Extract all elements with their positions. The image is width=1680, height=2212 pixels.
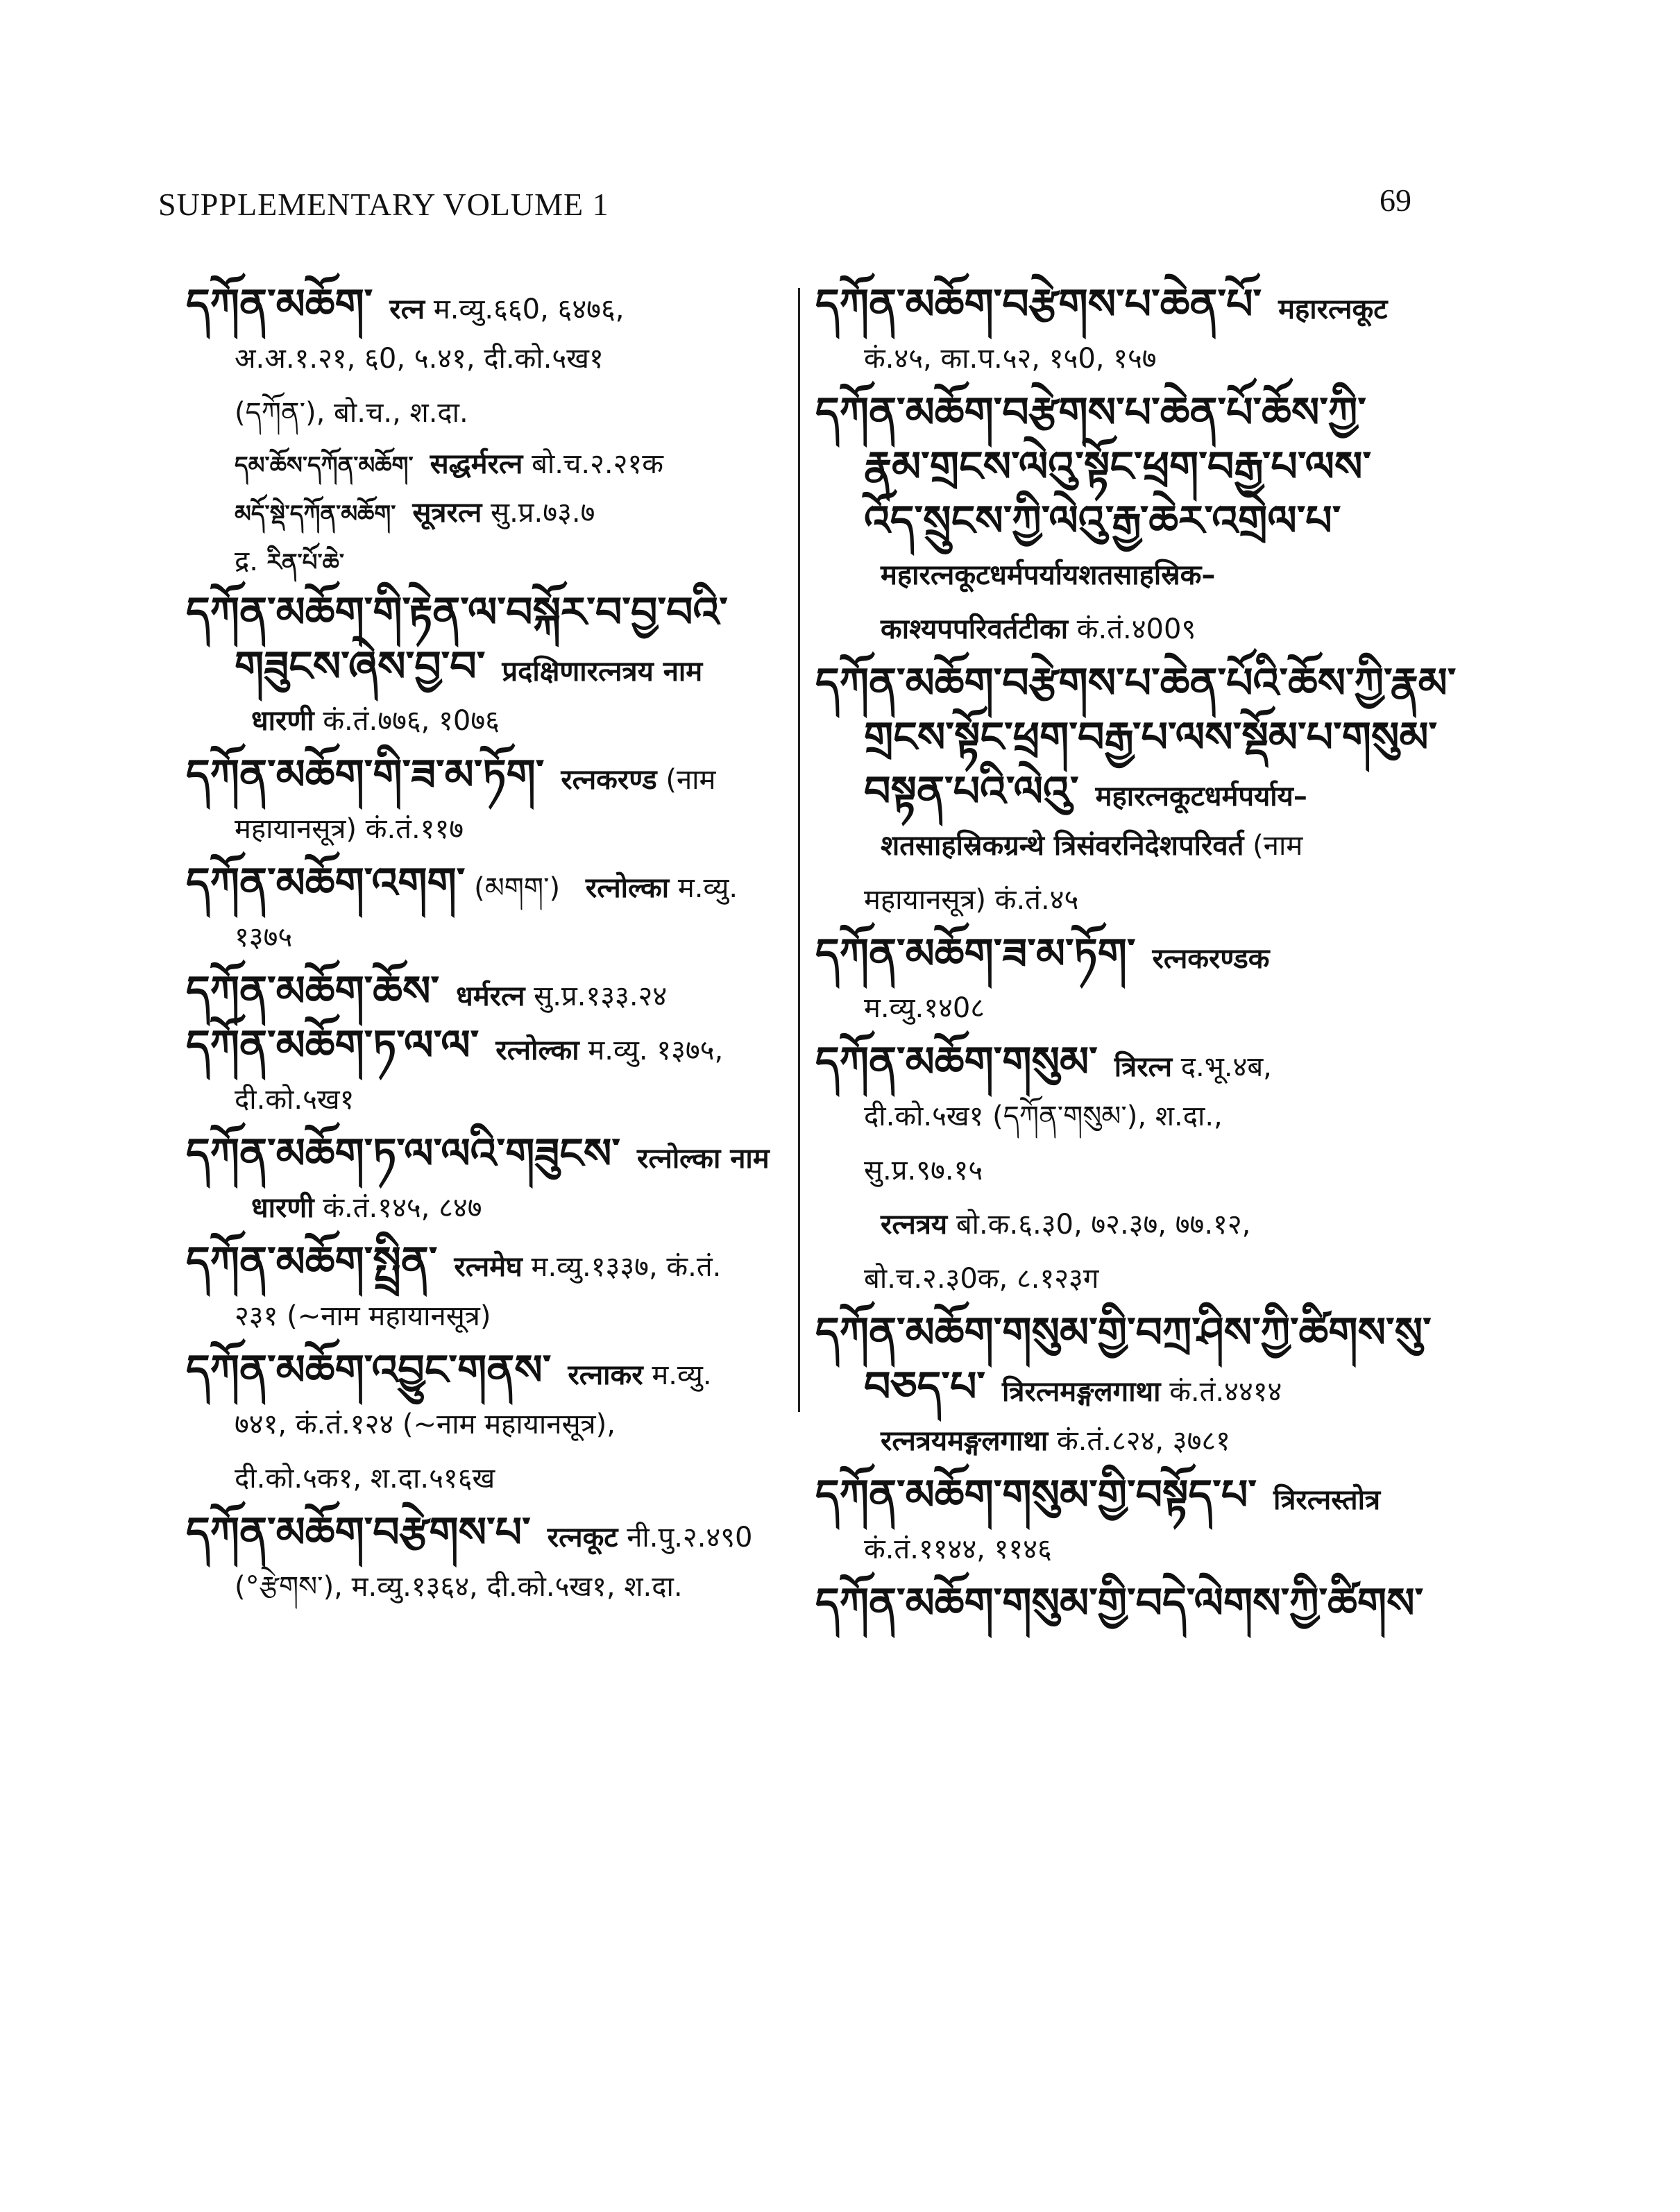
reference-text: कं.तं.८२४, ३७८१ (1048, 1425, 1230, 1457)
entry-headword-line (815, 1035, 1412, 1089)
sanskrit-equivalent: रत्नमेघ (454, 1251, 523, 1283)
tibetan-term: དཀོན་མཆོག་ (186, 280, 373, 329)
entry-headword-line (815, 386, 1412, 440)
entry-headword-line (815, 656, 1457, 711)
tibetan-subterm: རིན་པོ་ཆེ་ (266, 549, 344, 577)
reference-text: द्र. (235, 545, 267, 577)
sanskrit-equivalent: त्रिरत्नस्तोत्र (1273, 1484, 1381, 1516)
sanskrit-equivalent: शतसाहस्रिकग्रन्थे त्रिसंवरनिदेशपरिवर्त (881, 830, 1244, 862)
reference-text: द.भू.४ब, (1172, 1051, 1272, 1083)
entry-continuation-line (186, 694, 790, 748)
sanskrit-equivalent: महारत्नकूटधर्मपर्यायशतसाहस्रिक– (881, 559, 1216, 591)
tibetan-term: དཀོན་མཆོག་གསུམ་གྱི་བསྟོད་པ་ (815, 1471, 1257, 1520)
reference-text: (नाम (1244, 830, 1303, 862)
tibetan-term: རྣམ་གྲངས་ལེའུ་སྟོང་ཕྲག་བརྒྱ་པ་ལས་ (864, 443, 1372, 491)
sanskrit-equivalent: प्रदक्षिणारत्नत्रय नाम (502, 656, 703, 688)
tibetan-term: དཀོན་མཆོག་བརྩེགས་པ་ཆེན་པོ་ (815, 280, 1262, 329)
right-column (815, 278, 1457, 1631)
tibetan-term: དཀོན་མཆོག་ཏ་ལ་ལའི་གཟུངས་ (186, 1130, 620, 1178)
entry-headword-line (186, 1019, 790, 1073)
tibetan-subterm: དམ་ཆོས་དཀོན་མཆོག་ (235, 452, 414, 479)
entry-continuation-line (186, 537, 790, 586)
entry-continuation-line (815, 981, 1412, 1035)
entry-continuation-line (186, 440, 790, 488)
sanskrit-equivalent: धारणी (251, 1192, 314, 1224)
reference-text: (མགག་) (465, 872, 569, 904)
tibetan-term: དཀོན་མཆོག་འབྱུང་གནས་ (186, 1346, 552, 1395)
entry-headword-line (815, 1468, 1412, 1522)
entry-continuation-line (815, 765, 1412, 819)
reference-text: कं.४५, का.प.५२, १५0, १५७ (864, 343, 1157, 375)
reference-text: सु.प्र.१३३.२४ (525, 980, 668, 1012)
sanskrit-equivalent: रत्नकरण्डक (1152, 943, 1270, 975)
reference-text: (°རྩེགས་), म.व्यु.१३६४, दी.को.५ख१, श.दा. (235, 1571, 683, 1603)
reference-text: बो.च.२.२१क (523, 448, 663, 480)
tibetan-term: དཀོན་མཆོག་གསུམ་གྱི་བདེ་ལེགས་ཀྱི་ཚིགས་ (815, 1579, 1424, 1628)
reference-text: दी.को.५ख१ (དཀོན་གསུམ་), श.दा., (864, 1100, 1223, 1132)
column-divider (798, 288, 800, 1412)
tibetan-term: དཀོན་མཆོག་སྤྲིན་ (186, 1238, 438, 1286)
entry-headword-line (186, 1235, 790, 1289)
reference-text: सु.प्र.७३.७ (482, 497, 595, 529)
entry-continuation-line (815, 548, 1412, 602)
left-column (186, 278, 790, 1614)
entry-headword-line (186, 1127, 790, 1181)
entry-continuation-line (186, 1073, 790, 1127)
tibetan-term: དཀོན་མཆོག་གི་ཟ་མ་ཏོག་ (186, 751, 545, 799)
reference-text: म.व्यु. (643, 1359, 712, 1391)
sanskrit-equivalent: महारत्नकूटधर्मपर्याय– (1095, 781, 1307, 813)
reference-text: कं.तं.४४१४ (1160, 1376, 1282, 1408)
tibetan-term: དཀོན་མཆོག་འགག་ (186, 859, 466, 908)
reference-text: दी.को.५ख१ (235, 1084, 355, 1116)
tibetan-term: དཀོན་མཆོག་ཆོས་ (186, 967, 440, 1016)
entry-continuation-line (186, 332, 790, 386)
entry-continuation-line (186, 910, 790, 964)
tibetan-term: གྲངས་སྟོང་ཕྲག་བརྒྱ་པ་ལས་སྡོམ་པ་གསུམ་ (864, 713, 1438, 762)
entry-headword-line (186, 748, 790, 802)
tibetan-term: དཀོན་མཆོག་བརྩེགས་པ་ཆེན་པོའི་ཆོས་ཀྱི་རྣམ་ (815, 659, 1457, 708)
reference-text: कं.तं.४00९ (1068, 613, 1196, 645)
entry-continuation-line (815, 1252, 1412, 1306)
sanskrit-equivalent: रत्नोल्का (585, 872, 670, 904)
entry-continuation-line (815, 1360, 1412, 1414)
sanskrit-equivalent: धारणी (251, 705, 314, 737)
sanskrit-equivalent: सद्धर्मरत्न (430, 448, 523, 480)
entry-continuation-line (186, 1560, 790, 1614)
tibetan-term: དཀོན་མཆོག་གི་རྟེན་ལ་བསྐོར་བ་བྱ་བའི་ (186, 588, 728, 637)
reference-text: ७४१, कं.तं.१२४ (~नाम महायानसूत्र), (235, 1409, 616, 1440)
reference-text: बो.च.२.३0क, ८.१२३ग (864, 1263, 1099, 1295)
tibetan-term: གཟུངས་ཞེས་བྱ་བ་ (235, 643, 486, 691)
entry-headword-line (186, 1506, 790, 1560)
entry-continuation-line (815, 819, 1412, 873)
reference-text: नी.पु.२.४९0 (618, 1522, 753, 1554)
entry-continuation-line (815, 1143, 1412, 1198)
reference-text: २३१ (~नाम महायानसूत्र) (235, 1300, 491, 1332)
reference-text: दी.को.५क१, श.दा.५१६ख (235, 1463, 495, 1495)
sanskrit-equivalent: रत्न (389, 293, 425, 325)
entry-continuation-line (815, 711, 1438, 765)
reference-text: सु.प्र.९७.१५ (864, 1155, 983, 1186)
reference-text: म.व्यु.६६0, ६४७६, (425, 293, 625, 325)
tibetan-term: བཅད་པ་ (864, 1363, 986, 1411)
entry-continuation-line (815, 873, 1412, 927)
tibetan-term: དཀོན་མཆོག་ཟ་མ་ཏོག་ (815, 930, 1136, 978)
running-head: SUPPLEMENTARY VOLUME 1 (158, 187, 609, 222)
sanskrit-equivalent: रत्नोल्का नाम (636, 1143, 770, 1175)
reference-text: म.व्यु.१३३७, कं.तं. (522, 1251, 722, 1283)
tibetan-term: དཀོན་མཆོག་གསུམ་ (815, 1038, 1098, 1087)
reference-text: कं.तं.११४४, ११४६ (864, 1533, 1052, 1565)
reference-text: कं.तं.१४५, ८४७ (314, 1192, 482, 1224)
entry-headword-line (815, 1306, 1432, 1360)
tibetan-term: དཀོན་མཆོག་གསུམ་གྱི་བཀྲ་ཤིས་ཀྱི་ཚིགས་སུ་ (815, 1309, 1432, 1357)
entry-headword-line (186, 278, 790, 332)
sanskrit-equivalent: रत्नकरण्ड (561, 764, 657, 796)
reference-text: म.व्यु. (669, 872, 738, 904)
entry-continuation-line (186, 640, 790, 694)
sanskrit-equivalent: रत्नत्रय (881, 1209, 948, 1241)
reference-text: म.व्यु. १३७५, (579, 1035, 724, 1066)
entry-headword-line (815, 1576, 1424, 1631)
entry-continuation-line (815, 1198, 1412, 1252)
tibetan-term: འོད་སྲུངས་ཀྱི་ལེའུ་རྒྱ་ཆེར་འགྲེལ་པ་ (864, 497, 1341, 545)
reference-text: (དཀོན་), बो.च., श.दा. (235, 397, 468, 429)
sanskrit-equivalent: महारत्नकूट (1278, 293, 1388, 325)
entry-continuation-line (186, 386, 790, 440)
reference-text: (नाम (656, 764, 716, 796)
tibetan-term: བསྟན་པའི་ལེའུ་ (864, 767, 1079, 816)
sanskrit-equivalent: सूत्ररत्न (412, 497, 482, 529)
entry-continuation-line (815, 1522, 1412, 1576)
entry-continuation-line (186, 488, 790, 537)
tibetan-term: དཀོན་མཆོག་བརྩེགས་པ་ཆེན་པོ་ཆོས་ཀྱི་ (815, 389, 1366, 437)
entry-headword-line (186, 586, 790, 640)
sanskrit-equivalent: त्रिरत्नमङ्गलगाथा (1002, 1376, 1161, 1408)
entry-continuation-line (815, 602, 1412, 656)
entry-continuation-line (186, 1452, 790, 1506)
sanskrit-equivalent: रत्नत्रयमङ्गलगाथा (881, 1425, 1049, 1457)
reference-text: कं.तं.७७६, १0७६ (314, 705, 500, 737)
sanskrit-equivalent: धर्मरत्न (456, 980, 525, 1012)
tibetan-subterm: མདོ་སྡེ་དཀོན་མཆོག་ (235, 500, 396, 528)
sanskrit-equivalent: रत्नाकर (568, 1359, 643, 1391)
sanskrit-equivalent: रत्नकूट (547, 1522, 618, 1554)
reference-text: म.व्यु.१४0८ (864, 992, 985, 1024)
entry-continuation-line (186, 802, 790, 856)
reference-text: महायानसूत्र) कं.तं.४५ (864, 884, 1079, 916)
sanskrit-equivalent: त्रिरत्न (1114, 1051, 1173, 1083)
entry-continuation-line (815, 494, 1412, 548)
entry-headword-line (186, 1343, 790, 1397)
entry-continuation-line (815, 440, 1412, 494)
entry-headword-line (186, 856, 790, 910)
entry-headword-line (815, 927, 1412, 981)
entry-headword-line (186, 964, 790, 1019)
sanskrit-equivalent: रत्नोल्का (495, 1035, 579, 1066)
entry-continuation-line (186, 1397, 790, 1452)
reference-text: अ.अ.१.२१, ६0, ५.४१, दी.को.५ख१ (235, 343, 604, 375)
entry-continuation-line (186, 1289, 790, 1343)
tibetan-term: དཀོན་མཆོག་ཏ་ལ་ལ་ (186, 1021, 480, 1070)
entry-headword-line (815, 278, 1412, 332)
reference-text: १३७५ (235, 921, 293, 953)
tibetan-term: དཀོན་མཆོག་བརྩེགས་པ་ (186, 1508, 531, 1557)
reference-text: महायानसूत्र) कं.तं.११७ (235, 813, 464, 845)
entry-continuation-line (815, 332, 1412, 386)
sanskrit-equivalent: काश्यपपरिवर्तटीका (881, 613, 1069, 645)
reference-text: बो.क.६.३0, ७२.३७, ७७.१२, (947, 1209, 1251, 1241)
page-number: 69 (1380, 182, 1411, 218)
entry-continuation-line (815, 1414, 1412, 1468)
entry-continuation-line (186, 1181, 790, 1235)
entry-continuation-line (815, 1089, 1412, 1143)
